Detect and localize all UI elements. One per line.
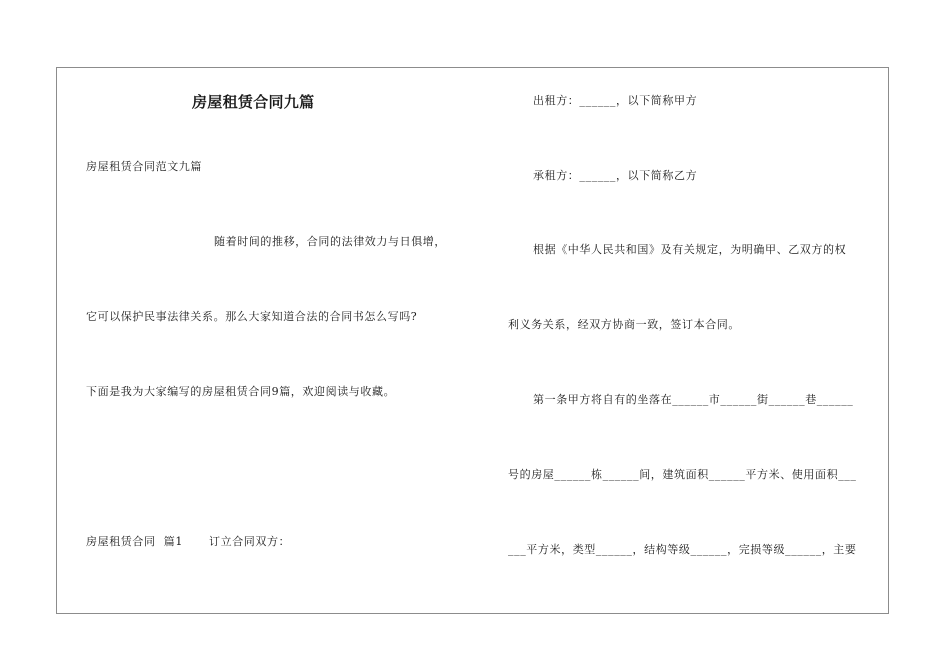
article-1-line-1: 第一条甲方将自有的坐落在______市______街______巷______ xyxy=(533,393,854,406)
document-title: 房屋租赁合同九篇 xyxy=(192,93,315,111)
section-heading: 房屋租赁合同 篇1 xyxy=(86,535,183,548)
lessor-line: 出租方：______，以下简称甲方 xyxy=(533,94,698,107)
basis-paragraph-line-1: 根据《中华人民共和国》及有关规定，为明确甲、乙双方的权 xyxy=(533,243,847,256)
intro-paragraph-line-3: 下面是我为大家编写的房屋租赁合同9篇，欢迎阅读与收藏。 xyxy=(86,385,396,398)
lessee-line: 承租方：______，以下简称乙方 xyxy=(533,169,698,182)
section-parties-label: 订立合同双方： xyxy=(209,535,291,548)
document-subtitle: 房屋租赁合同范文九篇 xyxy=(86,160,202,173)
article-1-line-3: ___平方米，类型______，结构等级______，完损等级______，主要 xyxy=(508,543,857,556)
article-1-line-2: 号的房屋______栋______间，建筑面积______平方米、使用面积___ xyxy=(508,468,857,481)
section-heading-row xyxy=(86,535,290,549)
intro-paragraph-line-1: 随着时间的推移，合同的法律效力与日俱增， xyxy=(214,235,446,248)
page-frame xyxy=(56,67,889,614)
basis-paragraph-line-2: 利义务关系，经双方协商一致，签订本合同。 xyxy=(508,318,740,331)
intro-paragraph-line-2: 它可以保护民事法律关系。那么大家知道合法的合同书怎么写吗? xyxy=(86,310,418,323)
